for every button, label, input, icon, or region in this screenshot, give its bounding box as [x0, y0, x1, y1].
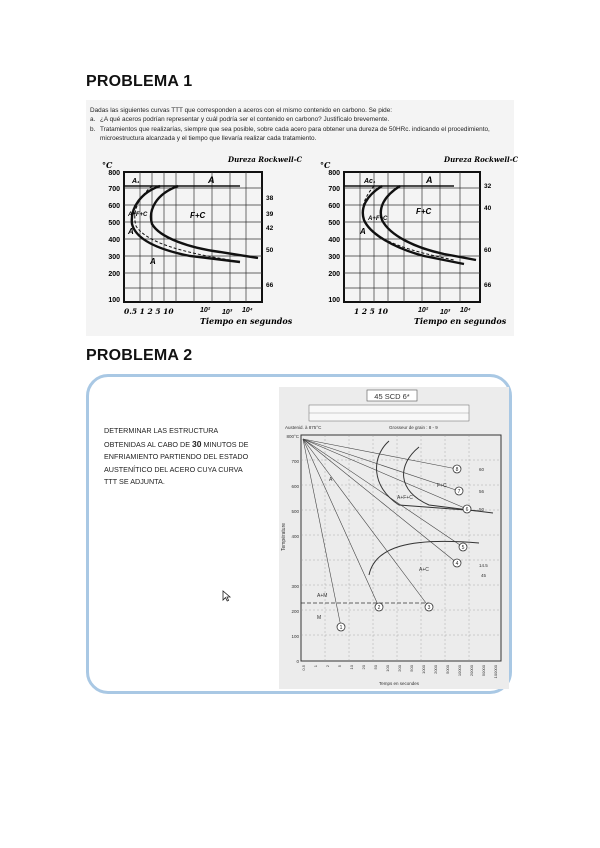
region-a-label: A [150, 257, 156, 266]
y-tick: 700 [108, 186, 120, 193]
y-unit: °C [320, 160, 331, 170]
task-text: DETERMINAR LAS ESTRUCTURA [104, 426, 219, 435]
curve-number: 6 [465, 507, 469, 513]
x-tick: 20 [361, 665, 366, 670]
question-b-text: Tratamientos que realizarías, siempre que sea posible, sobre cada acero para obtener una dureza de 50HRc. indicando el procedimiento, microestructura alcanzada y el tiempo que llevaría realizar cada tratamiento. [100, 125, 490, 142]
question-b-label: b. [90, 125, 96, 133]
x-ticks: 0.5 1 2 5 10 [124, 307, 174, 316]
x-tick: 10 [349, 665, 354, 670]
curve-number: 5 [461, 545, 465, 551]
y-tick: 600 [108, 203, 120, 210]
problem1-intro: Dadas las siguientes curvas TTT que corresponden a aceros con el mismo contenido en carbono. Se pide: [90, 107, 393, 114]
hardness-ticks [484, 183, 492, 289]
y-tick: 300 [291, 584, 299, 589]
x-tick: 50 [373, 665, 378, 670]
x-tick: 2000 [433, 665, 438, 674]
y-tick: 600 [291, 484, 299, 489]
mouse-pointer-icon [222, 590, 231, 602]
region-afc-label: A+F+C [368, 216, 388, 222]
x-axis-label: Temps en secondes [378, 681, 420, 686]
question-a-text: ¿A qué aceros podrían representar y cuál podría ser el contenido en carbono? Justifícalo brevemente. [100, 116, 390, 124]
hardness-value: 42 [266, 225, 274, 232]
y-tick: 400 [108, 237, 120, 244]
region-fc-label: F+C [416, 207, 432, 216]
region-a-label: A [208, 175, 215, 185]
y-axis-label: Température [281, 522, 287, 552]
y-tick: 500 [328, 220, 340, 227]
ttt-chart-left [90, 152, 303, 336]
hardness-value: 66 [484, 282, 492, 289]
hardness-value: 60 [479, 467, 485, 472]
region-a-label: A [426, 175, 433, 185]
task-minutes: 30 [192, 438, 202, 449]
x-tick: 10² [200, 307, 211, 314]
hardness-value: 40 [484, 205, 492, 212]
y-tick: 800 [108, 170, 120, 177]
task-text: MINUTOS DE [201, 439, 249, 449]
y-tick: 100 [328, 297, 340, 304]
y-tick: 200 [291, 609, 299, 614]
curve-number: 2 [377, 605, 381, 611]
region-fc-label: F+C [190, 211, 206, 220]
y-unit: °C [102, 160, 113, 170]
x-tick: 10⁴ [460, 307, 471, 314]
hardness-value: 45 [481, 573, 487, 578]
region-a-label: A [329, 477, 333, 483]
austenitization-note: Austenid. à 875°C [285, 425, 322, 430]
problem1-scanned-sheet [86, 100, 519, 336]
task-line [104, 476, 262, 489]
y-tick: 600 [328, 203, 340, 210]
grain-size-note: Grosseur de grain : 8 - 9 [389, 425, 438, 430]
task-text: ENFRIAMIENTO PARTIENDO DEL ESTADO [104, 452, 249, 462]
question-a-label: a. [90, 116, 96, 124]
y-tick: 800°C [286, 434, 299, 439]
chart-title: 45 SCD 6* [374, 392, 410, 401]
region-fc-label: F+C [437, 483, 447, 489]
grid [344, 172, 480, 302]
region-ac-label: A+C [419, 567, 429, 573]
y-tick: 100 [108, 297, 120, 304]
ttt-cooling-chart [279, 387, 509, 689]
curve-number: 8 [455, 467, 459, 473]
y-tick: 300 [108, 254, 120, 261]
y-tick: 500 [291, 509, 299, 514]
task-line [104, 451, 262, 464]
x-tick: 1 [313, 665, 318, 668]
region-am-label: A+M [317, 593, 328, 599]
y-tick: 400 [291, 534, 299, 539]
problem2-panel [86, 374, 512, 694]
hardness-value: 60 [484, 247, 492, 254]
curve-number: 4 [455, 561, 459, 567]
hardness-value: 50 [479, 507, 485, 512]
x-axis-label: Tiempo en segundos [200, 316, 293, 326]
y-ticks [328, 170, 340, 304]
task-line [104, 425, 262, 438]
hardness-value: 56 [479, 489, 485, 494]
curve-number: 7 [457, 489, 461, 495]
problem1-heading: PROBLEMA 1 [86, 73, 193, 90]
x-tick: 50000 [481, 665, 486, 677]
x-tick: 10⁴ [242, 307, 253, 314]
x-tick: 20000 [469, 665, 474, 677]
x-ticks: 1 2 5 10 [354, 307, 388, 316]
hardness-value: 32 [484, 183, 492, 190]
y-tick: 400 [328, 237, 340, 244]
x-axis-label: Tiempo en segundos [414, 316, 507, 326]
task-text: TTT SE ADJUNTA. [104, 477, 165, 487]
curve-number: 3 [427, 605, 431, 611]
end-curve [381, 186, 476, 260]
y-tick: 800 [328, 170, 340, 177]
region-labels [359, 175, 433, 236]
y-tick: 700 [291, 459, 299, 464]
ac1-label: Ac₁ [364, 178, 376, 185]
problem2-heading: PROBLEMA 2 [86, 347, 193, 364]
hardness-value: 66 [266, 282, 274, 289]
curve-number: 1 [339, 625, 343, 631]
start-curve [132, 186, 240, 262]
hardness-value: 39 [266, 211, 274, 218]
y-tick: 700 [328, 186, 340, 193]
x-tick: 2 [325, 665, 330, 668]
hardness-title: Dureza Rockwell-C [444, 155, 519, 164]
x-tick: 10² [418, 307, 429, 314]
task-line [104, 438, 262, 452]
region-afc-label: A+F+C [128, 212, 148, 218]
problem1-statement [90, 106, 510, 143]
region-afc-label: A+F+C [397, 495, 413, 501]
task-text: OBTENIDAS AL CABO DE [104, 439, 193, 449]
grid [124, 172, 262, 302]
hardness-value: 50 [266, 247, 274, 254]
x-tick: 500 [409, 665, 414, 672]
x-power-ticks [200, 307, 253, 316]
y-tick: 300 [328, 254, 340, 261]
y-tick: 100 [291, 634, 299, 639]
hardness-ticks [266, 195, 274, 289]
a1-label: A₁ [132, 178, 140, 185]
problem2-task [104, 425, 262, 489]
plot-frame [344, 172, 480, 302]
region-a-label: A [360, 227, 366, 236]
y-tick: 200 [328, 271, 340, 278]
y-tick: 0 [296, 659, 299, 664]
question-b [90, 125, 510, 144]
task-line [104, 464, 262, 477]
x-tick: 100000 [493, 665, 498, 679]
y-tick: 200 [108, 271, 120, 278]
x-tick: 10³ [440, 309, 451, 316]
x-tick: 100 [385, 665, 390, 672]
question-a [90, 115, 510, 124]
ttt-chart-right [304, 152, 519, 336]
region-m-label: M [317, 615, 322, 621]
plot-frame [124, 172, 262, 302]
task-text: AUSTENÍTICO DEL ACERO CUYA CURVA [104, 464, 243, 474]
region-a-label: A [128, 227, 134, 236]
dashed-curve [135, 186, 230, 260]
hardness-value: 38 [266, 195, 274, 202]
x-power-ticks [418, 307, 471, 316]
y-ticks [108, 170, 120, 304]
y-tick: 500 [108, 220, 120, 227]
x-tick: 5 [337, 665, 342, 668]
start-curve [363, 186, 464, 264]
x-tick: 0.5 [301, 665, 306, 671]
x-tick: 200 [397, 665, 402, 672]
x-tick: 1000 [421, 665, 426, 674]
x-tick: 10³ [222, 309, 233, 316]
hardness-value: 14.5 [479, 563, 488, 568]
x-tick: 10000 [457, 665, 462, 677]
hardness-title: Dureza Rockwell-C [228, 155, 303, 164]
x-tick: 5000 [445, 665, 450, 674]
